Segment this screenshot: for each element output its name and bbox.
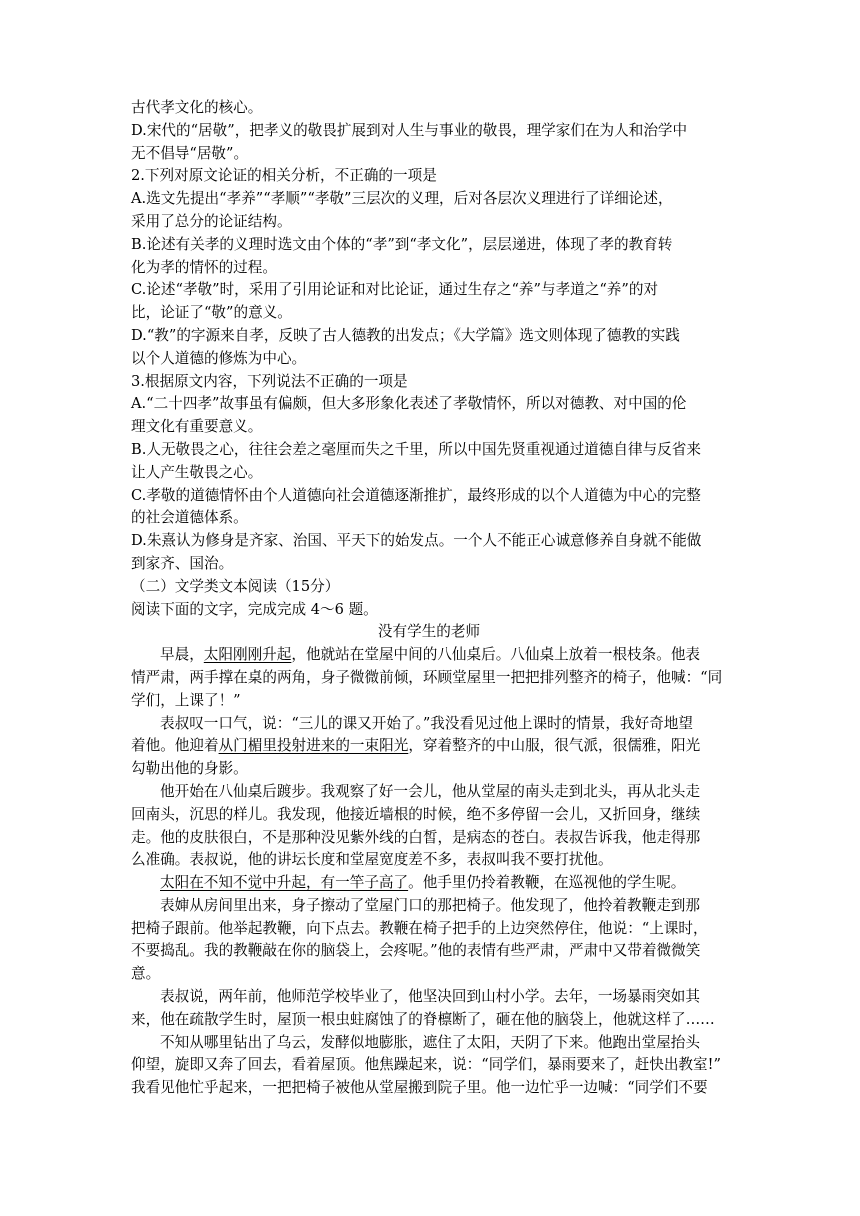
text-line: B.人无敬畏之心，往往会差之毫厘而失之千里，所以中国先贤重视通过道德自律与反省来 (131, 440, 701, 458)
text-line: 我看见他忙乎起来，一把把椅子被他从堂屋搬到院子里。他一边忙乎一边喊：“同学们不要 (131, 1079, 708, 1097)
question-3-option-a (131, 393, 727, 439)
question-3-option-d (131, 530, 727, 576)
story-title: 没有学生的老师 (377, 623, 481, 641)
text-line (131, 872, 727, 895)
text-line: D.宋代的“居敬”，把孝义的敬畏扩展到对人生与事业的敬畏，理学家们在为人和治学中 (131, 121, 688, 139)
text-line: 他开始在八仙桌后踱步。我观察了好一会儿，他从堂屋的南头走到北头，再从北头走 (160, 782, 700, 800)
story-paragraph-3 (131, 781, 727, 872)
section-heading: （二）文学类文本阅读（15分） (131, 577, 340, 595)
option-c-continuation: 古代孝文化的核心。 (131, 99, 263, 116)
text-line: 让人产生敬畏之心。 (131, 463, 263, 481)
question-3-option-c (131, 485, 727, 531)
story-paragraph-6 (131, 986, 727, 1032)
question-2-option-d (131, 325, 727, 371)
text-line: 表叔说，两年前，他师范学校毕业了，他坚决回到山村小学。去年，一场暴雨突如其 (160, 988, 700, 1006)
text-line: 学们，上课了！” (131, 691, 241, 709)
text-run: ，他就站在堂屋中间的八仙桌后。八仙桌上放着一根枝条。他表 (291, 646, 701, 664)
text-line: 比，论证了“敬”的意义。 (131, 304, 292, 322)
story-paragraph-7 (131, 1032, 727, 1100)
text-line: 到家齐、国治。 (131, 554, 234, 572)
text-line: 不要捣乱。我的教鞭敲在你的脑袋上，会疼呢。”他的表情有些严肃，严肃中又带着微微笑 (131, 942, 701, 960)
document-body (131, 97, 727, 1100)
text-run: 着他。他迎着 (131, 737, 219, 755)
text-line: C.论述“孝敬”时，采用了引用论证和对比论证，通过生存之“养”与孝道之“养”的对 (131, 281, 659, 299)
text-line: 仰望，旋即又奔了回去，看着屋顶。他焦躁起来，说：“同学们，暴雨要来了，赶快出教室!” (131, 1056, 721, 1074)
text-line: C.孝敬的道德情怀由个人道德向社会道德逐渐推扩，最终形成的以个人道德为中心的完整 (131, 486, 701, 504)
text-line: 不知从哪里钻出了乌云，发酵似地膨胀，遮住了太阳，天阴了下来。他跑出堂屋抬头 (160, 1033, 700, 1051)
section-instruction: 阅读下面的文字，完成完成 4～6 题。 (131, 600, 378, 618)
text-run: 早晨， (160, 646, 204, 664)
text-run: 。他手里仍拎着教鞭，在巡视他的学生呢。 (408, 874, 686, 892)
text-line: A.选文先提出“孝养”“孝顺”“孝敬”三层次的义理，后对各层次义理进行了详细论述， (131, 190, 673, 208)
text-line: B.论述有关孝的义理时选文由个体的“孝”到“孝文化”，层层递进，体现了孝的教育转 (131, 235, 673, 253)
story-paragraph-1 (131, 644, 727, 712)
text-line: 表婶从房间里出来，身子擦动了堂屋门口的那把椅子。他发现了，他拎着教鞭走到那 (160, 896, 700, 914)
question-2-option-a (131, 188, 727, 234)
text-line: 把椅子跟前。他举起教鞭，向下点去。教鞭在椅子把手的上边突然停住，他说：“上课时， (131, 919, 708, 937)
question-3-stem: 3.根据原文内容，下列说法不正确的一项是 (131, 372, 408, 390)
text-line: 勾勒出他的身影。 (131, 760, 248, 778)
text-line: A.“二十四孝”故事虽有偏颇，但大多形象化表述了孝敬情怀，所以对德教、对中国的伦 (131, 395, 687, 413)
story-paragraph-5 (131, 895, 727, 986)
text-line: 无不倡导“居敬”。 (131, 144, 249, 162)
text-line (131, 735, 727, 758)
text-line: 来，他在疏散学生时，屋顶一根虫蛀腐蚀了的脊檩断了，砸在他的脑袋上，他就这样了…… (131, 1010, 715, 1028)
text-line: 表叔叹一口气，说：“三儿的课又开始了。”我没看见过他上课时的情景，我好奇地望 (160, 714, 693, 732)
text-line: 么准确。表叔说，他的讲坛长度和堂屋宽度差不多，表叔叫我不要打扰他。 (131, 851, 613, 869)
text-line: 以个人道德的修炼为中心。 (131, 349, 307, 367)
text-line: 理文化有重要意义。 (131, 418, 263, 436)
text-line: 意。 (131, 965, 161, 983)
text-line: 回南头，沉思的样儿。我发现，他接近墙根的时候，绝不多停留一会儿，又折回身，继续 (131, 805, 701, 823)
underlined-phrase: 从门楣里投射进来的一束阳光 (218, 737, 409, 755)
text-line: 采用了总分的论证结构。 (131, 212, 292, 230)
option-d-q1 (131, 120, 727, 166)
question-3-option-b (131, 439, 727, 485)
question-2-stem: 2.下列对原文论证的相关分析，不正确的一项是 (131, 167, 437, 185)
question-2-option-b (131, 234, 727, 280)
text-line: 走。他的皮肤很白，不是那种没见紫外线的白皙，是病态的苍白。表叔告诉我，他走得那 (131, 828, 701, 846)
underlined-phrase: 太阳刚刚升起 (203, 646, 292, 664)
text-line: D.“教”的字源来自孝，反映了古人德教的出发点；《大学篇》选文则体现了德教的实践 (131, 326, 680, 344)
story-paragraph-2 (131, 713, 727, 781)
text-run: ，穿着整齐的中山服，很气派，很儒雅，阳光 (408, 737, 701, 755)
text-line: 化为孝的情怀的过程。 (131, 258, 277, 276)
question-2-option-c (131, 279, 727, 325)
story-paragraph-4 (131, 872, 727, 895)
underlined-phrase: 太阳在不知不觉中升起，有一竿子高了 (160, 874, 409, 892)
text-line: 情严肃，两手撑在桌的两角，身子微微前倾，环顾堂屋里一把把排列整齐的椅子，他喊：“同 (131, 668, 723, 686)
text-line: D.朱熹认为修身是齐家、治国、平天下的始发点。一个人不能正心诚意修养自身就不能做 (131, 532, 702, 550)
text-line: 的社会道德体系。 (131, 509, 248, 527)
text-line (131, 644, 727, 667)
